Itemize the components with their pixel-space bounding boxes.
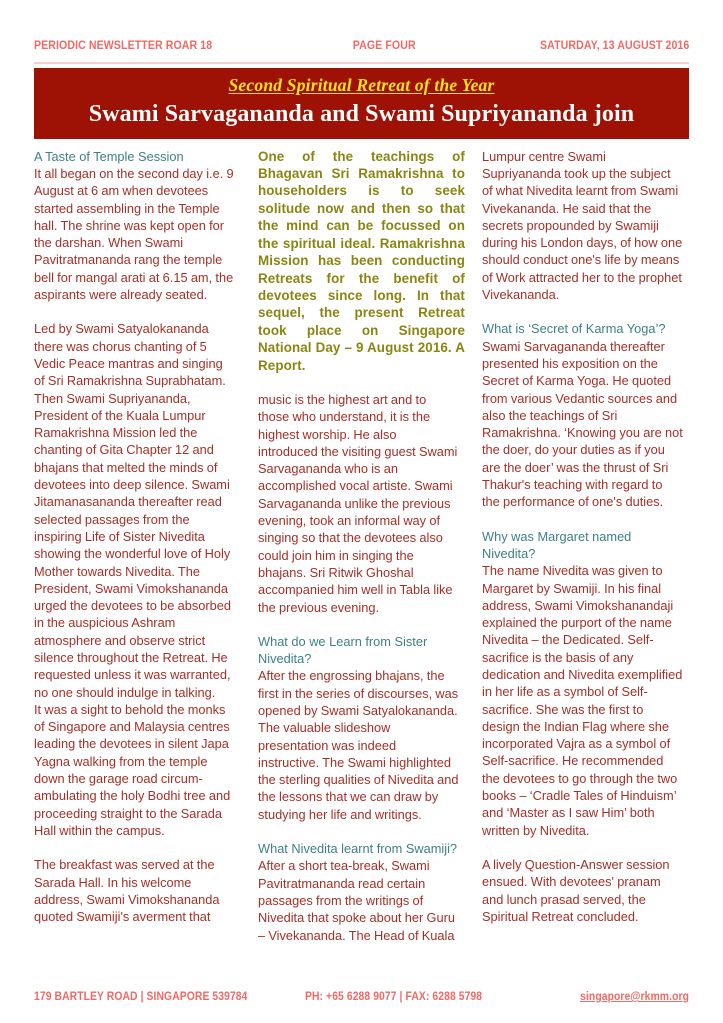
paragraph-gap [258, 823, 465, 840]
paragraph: A lively Question-Answer session ensued. With devotees' pranam and lunch prasad served, the Spiritual Retreat concluded. [482, 856, 670, 924]
masthead-divider [34, 62, 689, 64]
subheading-karma-yoga: What is ‘Secret of Karma Yoga’? [482, 321, 666, 337]
column-two [258, 148, 465, 944]
masthead-center [228, 36, 527, 54]
paragraph-gap [482, 839, 689, 856]
page-number-label: PAGE FOUR [352, 40, 416, 52]
article-columns [0, 139, 723, 944]
footer-contact: PH: +65 6288 9077 | FAX: 6288 5798 [305, 991, 483, 1003]
masthead [0, 0, 723, 54]
column-one [34, 148, 241, 944]
paragraph: Swami Sarvagananda thereafter presented his exposition on the Secret of Karma Yoga. He quoted from various Vedantic sources and also the teachings of Sri Ramakrishna. ‘Knowing you are not the doer, do your duties as if you are the doer’ was the thrust of Sri Thakur's teaching with regard to the performance of one's duties. [482, 338, 683, 510]
footer [0, 987, 723, 1005]
paragraph: It was a sight to behold the monks of Singapore and Malaysia centres leading the devotees in silent Japa Yagna walking from the temple down the garage road circum-ambulating the holy Bodhi tree and proceeding straight to the Sarada Hall within the campus. [34, 701, 231, 838]
paragraph: music is the highest art and to those who understand, it is the highest worship. He also introduced the visiting guest Swami Sarvagananda who is an accomplished vocal artiste. Swami Sarvagananda unlike the previous evening, took an informal way of singing so that the devotees also could join him in singing the bhajans. Sri Ritwik Ghoshal accompanied him well in Tabla like the previous evening. [258, 391, 458, 615]
paragraph-gap [34, 303, 241, 320]
paragraph-gap [258, 374, 465, 391]
paragraph: The breakfast was served at the Sarada Hall. In his welcome address, Swami Vimokshananda quoted Swamiji's averment that [34, 857, 220, 925]
column-three [482, 148, 689, 944]
newsletter-title: PERIODIC NEWSLETTER ROAR 18 [34, 40, 213, 52]
paragraph-gap [482, 303, 689, 320]
paragraph: After a short tea-break, Swami Pavitratmananda read certain passages from the writings of Nivedita that spoke about her Guru – Vivekananda. The Head of Kuala [258, 858, 455, 943]
paragraph-gap [258, 616, 465, 633]
intro-paragraph: One of the teachings of Bhagavan Sri Ramakrishna to householders is to seek solitude now and then so that the mind can be focussed on the spiritual ideal. Ramakrishna Mission has been conducting Retreats for the benefit of devotees since long. In that sequel, the present Retreat took place on Singapore National Day – 9 August 2016. A Report. [258, 148, 465, 373]
subheading-nivedita-learnt: What Nivedita learnt from Swamiji? [258, 841, 458, 857]
footer-email-link[interactable]: singapore@rkmm.org [580, 991, 689, 1003]
issue-date: SATURDAY, 13 AUGUST 2016 [539, 40, 689, 52]
paragraph-gap [34, 839, 241, 856]
footer-left [34, 987, 271, 1005]
footer-address: 179 BARTLEY ROAD | SINGAPORE 539784 [34, 991, 248, 1003]
paragraph: Led by Swami Satyalokananda there was chorus chanting of 5 Vedic Peace mantras and singing of Sri Ramakrishna Suprabhatam. Then Swami Supriyananda, President of the Kuala Lumpur Ramakrishna Mission led the chanting of Gita Chapter 12 and bhajans that melted the minds of devotees into deep silence. Swami Jitamanasananda thereafter read selected passages from the inspiring Life of Sister Nivedita showing the wonderful love of Holy Mother towards Nivedita. The President, Swami Vimokshananda urged the devotees to be absorbed in the auspicious Ashram atmosphere and observe strict silence throughout the Retreat. He requested unless it was warranted, no one should indulge in talking. [34, 321, 231, 700]
paragraph: After the engrossing bhajans, the first in the series of discourses, was opened by Swami Satyalokananda. The valuable slideshow presentation was indeed instructive. The Swami highlighted the sterling qualities of Nivedita and the lessons that we can draw by studying her life and writings. [258, 668, 459, 822]
paragraph: Lumpur centre Swami Supriyananda took up the subject of what Nivedita learnt from Swami Vivekananda. He said that the secrets propounded by Swamiji during his London days, of how one should conduct one's life by means of Work attracted her to the prophet Vivekananda. [482, 148, 683, 303]
headline-banner [34, 68, 689, 139]
masthead-left [34, 36, 228, 54]
subheading-margaret-named: Why was Margaret named Nivedita? [482, 528, 632, 561]
footer-middle [271, 987, 568, 1005]
paragraph: It all began on the second day i.e. 9 August at 6 am when devotees started assembling in the Temple hall. The shrine was kept open for the darshan. When Swami Pavitratmananda rang the temple bell for mangal arati at 6.15 am, the aspirants were already seated. [34, 165, 234, 303]
subheading-temple-session: A Taste of Temple Session [34, 148, 184, 164]
subheading-learn-from-nivedita: What do we Learn from Sister Nivedita? [258, 633, 428, 667]
masthead-right [527, 36, 689, 54]
banner-headline: Swami Sarvagananda and Swami Supriyananda join [88, 100, 635, 127]
paragraph-gap [482, 511, 689, 528]
banner-kicker: Second Spiritual Retreat of the Year [228, 75, 495, 95]
footer-right [568, 987, 689, 1005]
paragraph: The name Nivedita was given to Margaret by Swamiji. In his final address, Swami Vimokshanandaji explained the purport of the name Nivedita – the Dedicated. Self-sacrifice is the basis of any dedication and Nivedita exemplified in her life as a symbol of Self-sacrifice. She was the first to design the Indian Flag where she incorporated Vajra as a symbol of Self-sacrifice. He recommended the devotees to go through the two books – ‘Cradle Tales of Hinduism’ and ‘Master as I saw Him’ both written by Nivedita. [482, 563, 683, 838]
